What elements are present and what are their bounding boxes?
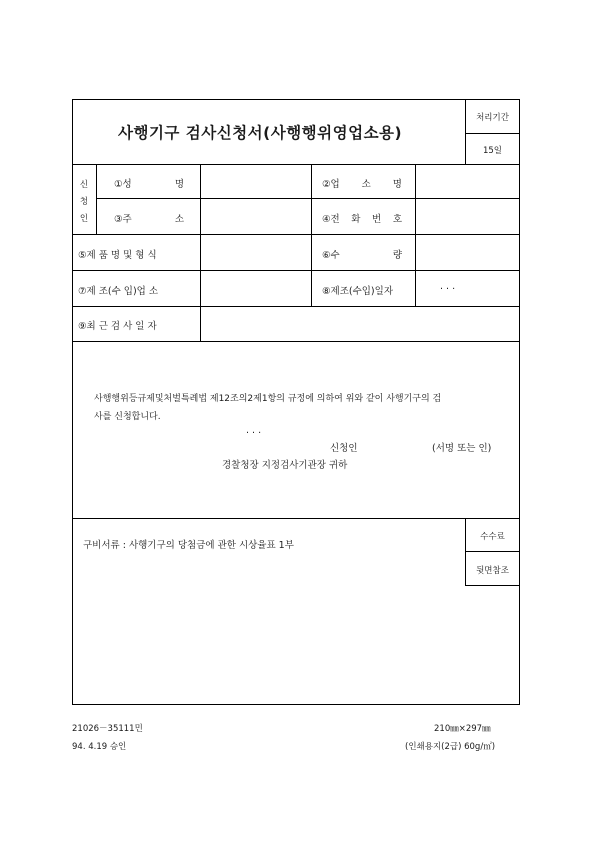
statement-line-2: 사를 신청합니다.: [94, 412, 161, 422]
name-label-part: 명: [174, 179, 184, 190]
rule-fee-bottom: [465, 585, 520, 586]
business-name-label-part: ②업: [322, 179, 340, 190]
form-title: 사행기구 검사신청서(사행행위영업소용): [118, 124, 403, 142]
applicant-group-label-3: 인: [79, 214, 89, 224]
phone-label-part: 번: [372, 214, 382, 225]
paper-size: 210㎜×297㎜: [434, 724, 491, 734]
business-name-label-part: 명: [392, 179, 402, 190]
applicant-sign-label: 신청인: [330, 443, 358, 454]
processing-period-value: 15일: [482, 146, 503, 156]
manufacturer-field[interactable]: [201, 271, 310, 305]
phone-label-part: 호: [392, 214, 402, 225]
quantity-field[interactable]: [416, 235, 519, 269]
business-name-label-part: 소: [361, 179, 371, 190]
rule-applicant-group: [96, 164, 97, 234]
rule-row9-bottom: [72, 341, 520, 342]
name-field[interactable]: [201, 165, 310, 197]
processing-period-label: 처리기간: [476, 113, 509, 123]
name-label-part: ①성: [114, 179, 132, 190]
quantity-label-part: ⑥수: [322, 250, 340, 261]
rule-fee-mid: [465, 551, 520, 552]
phone-label: [322, 211, 402, 225]
phone-field[interactable]: [416, 199, 519, 233]
rule-col-label2: [311, 164, 312, 306]
business-name-field[interactable]: [416, 165, 519, 197]
quantity-label: [322, 247, 402, 261]
fee-note: 뒷면참조: [476, 566, 509, 576]
form-number: 21026－35111민: [72, 724, 143, 734]
addressee: 경찰청장 지정검사기관장 귀하: [222, 460, 348, 471]
product-model-field[interactable]: [201, 235, 310, 269]
application-date[interactable]: . . .: [246, 425, 262, 436]
last-inspection-field[interactable]: [201, 307, 519, 340]
manufacture-date-value[interactable]: . . .: [440, 281, 456, 292]
manufacturer-label: ⑦제 조(수 입)업 소: [78, 286, 159, 297]
statement-line-1: 사행행위등규제및처벌특례법 제12조의2제1항의 규정에 의하여 위와 같이 사행기구의 검: [94, 394, 442, 404]
applicant-group-label-1: 신: [79, 180, 89, 190]
product-model-label: ⑤제 품 명 및 형 식: [78, 250, 157, 261]
applicant-group-label-2: 청: [79, 197, 89, 207]
fee-label: 수수료: [480, 532, 505, 542]
rule-processing-mid: [465, 133, 520, 134]
quantity-label-part: 량: [392, 250, 402, 261]
phone-label-part: ④전: [322, 214, 340, 225]
rule-body-bottom: [72, 518, 520, 519]
approval-date: 94. 4.19 승인: [72, 742, 127, 752]
name-label: [114, 176, 184, 190]
address-field[interactable]: [201, 199, 310, 233]
address-label-part: 소: [174, 214, 184, 225]
last-inspection-label: ⑨최 근 검 사 일 자: [78, 321, 157, 332]
required-documents: 구비서류 : 사행기구의 당첨금에 관한 시상율표 1부: [83, 540, 294, 551]
address-label: [114, 211, 184, 225]
phone-label-part: 화: [351, 214, 361, 225]
manufacture-date-label: ⑧제조(수입)일자: [322, 286, 393, 297]
signature-note: (서명 또는 인): [432, 443, 492, 454]
paper-type: (인쇄용지(2급) 60g/㎡): [405, 742, 496, 752]
business-name-label: [322, 176, 402, 190]
address-label-part: ③주: [114, 214, 132, 225]
